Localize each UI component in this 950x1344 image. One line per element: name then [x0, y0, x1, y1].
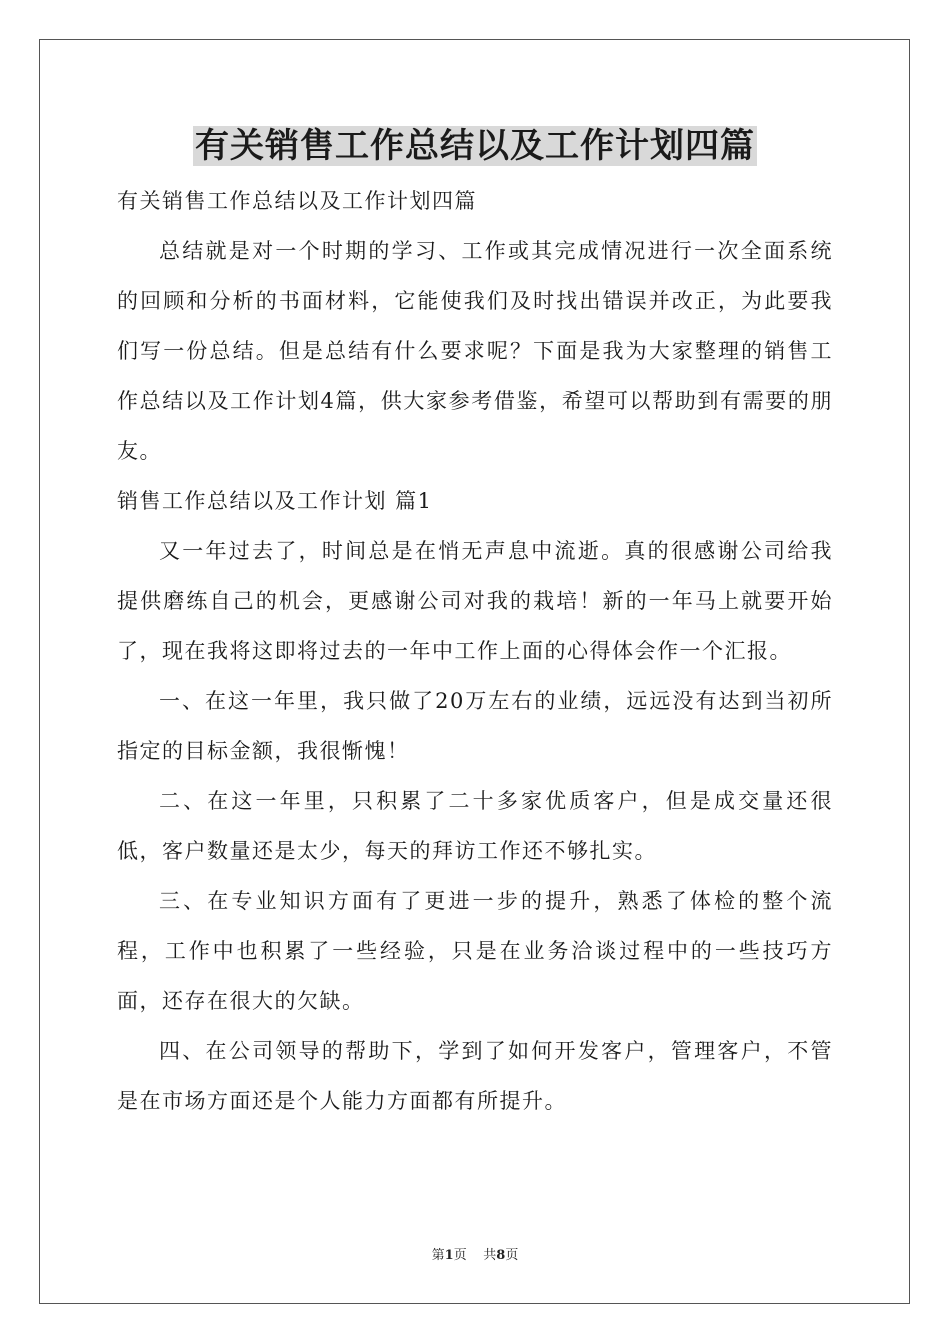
- total-prefix: 共: [483, 1248, 497, 1263]
- body-paragraph: 又一年过去了，时间总是在悄无声息中流逝。真的很感谢公司给我提供磨练自己的机会，更感谢公司对我的栽培！新的一年马上就要开始了，现在我将这即将过去的一年中工作上面的心得体会作一个汇报。: [117, 539, 833, 663]
- total-pages: 8: [496, 1248, 506, 1263]
- section-heading: 销售工作总结以及工作计划 篇1: [117, 489, 433, 513]
- total-suffix: 页: [505, 1248, 519, 1263]
- document-title: [0, 124, 950, 168]
- body-paragraph: 四、在公司领导的帮助下，学到了如何开发客户，管理客户，不管是在市场方面还是个人能力方面都有所提升。: [117, 1039, 833, 1113]
- document-body: [117, 176, 833, 1126]
- body-paragraph: 二、在这一年里，只积累了二十多家优质客户，但是成交量还很低，客户数量还是太少，每天的拜访工作还不够扎实。: [117, 789, 833, 863]
- page-number: 1: [444, 1248, 454, 1263]
- page-suffix: 页: [453, 1248, 467, 1263]
- document-title-text: 有关销售工作总结以及工作计划四篇: [195, 126, 755, 166]
- body-paragraph: 三、在专业知识方面有了更进一步的提升，熟悉了体检的整个流程，工作中也积累了一些经验，只是在业务洽谈过程中的一些技巧方面，还存在很大的欠缺。: [117, 889, 833, 1013]
- page-footer: [0, 1247, 950, 1265]
- page-prefix: 第: [431, 1248, 445, 1263]
- subtitle-paragraph: 有关销售工作总结以及工作计划四篇: [117, 189, 477, 213]
- body-paragraph: 一、在这一年里，我只做了20万左右的业绩，远远没有达到当初所指定的目标金额，我很惭愧！: [117, 689, 833, 763]
- intro-paragraph: 总结就是对一个时期的学习、工作或其完成情况进行一次全面系统的回顾和分析的书面材料，它能使我们及时找出错误并改正，为此要我们写一份总结。但是总结有什么要求呢？下面是我为大家整理的销售工作总结以及工作计划4篇，供大家参考借鉴，希望可以帮助到有需要的朋友。: [117, 239, 833, 463]
